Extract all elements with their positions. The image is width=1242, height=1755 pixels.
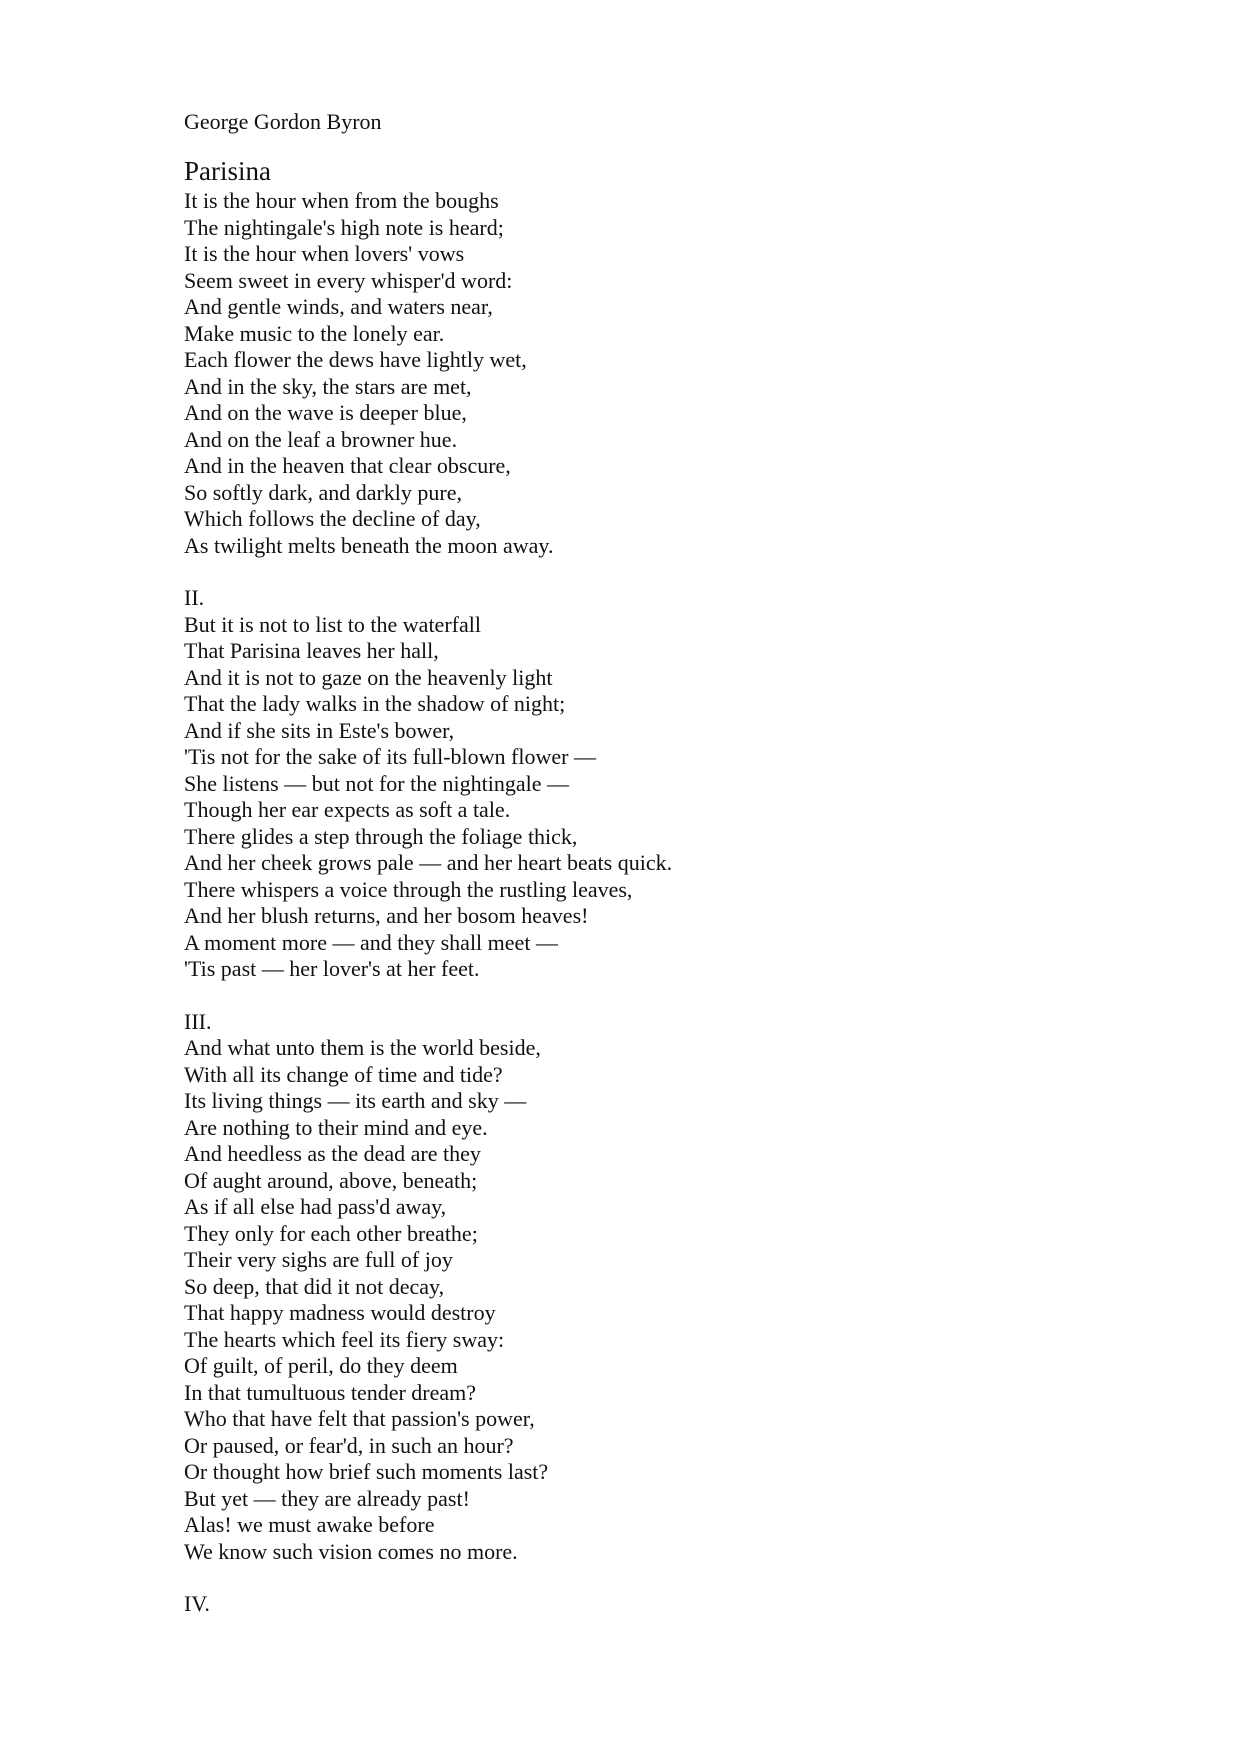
poem-line: The nightingale's high note is heard; bbox=[184, 214, 504, 240]
poem-line: So softly dark, and darkly pure, bbox=[184, 479, 462, 505]
poem-line: Its living things — its earth and sky — bbox=[184, 1088, 527, 1113]
poem-line: Who that have felt that passion's power, bbox=[184, 1406, 535, 1431]
poem-line: With all its change of time and tide? bbox=[184, 1061, 503, 1087]
stanza bbox=[184, 1591, 1184, 1618]
poem-line: As if all else had pass'd away, bbox=[184, 1194, 447, 1219]
poem-line: Seem sweet in every whisper'd word: bbox=[184, 267, 513, 293]
poem-line: And her cheek grows pale — and her heart beats quick. bbox=[184, 850, 673, 875]
poem-line: Of guilt, of peril, do they deem bbox=[184, 1353, 458, 1378]
poem-line: Alas! we must awake before bbox=[184, 1512, 435, 1537]
poem-line: In that tumultuous tender dream? bbox=[184, 1379, 477, 1405]
poem-line: And what unto them is the world beside, bbox=[184, 1035, 541, 1060]
poem-line: 'Tis not for the sake of its full-blown flower — bbox=[184, 744, 596, 769]
poem-line: There whispers a voice through the rustling leaves, bbox=[184, 876, 633, 902]
poem-line: It is the hour when from the boughs bbox=[184, 188, 499, 213]
stanza bbox=[184, 1009, 1184, 1566]
poem-line: There glides a step through the foliage thick, bbox=[184, 823, 578, 849]
poem-line: And on the wave is deeper blue, bbox=[184, 400, 467, 425]
stanza-number: II. bbox=[184, 585, 205, 610]
stanza bbox=[184, 585, 1184, 983]
poem-line: Are nothing to their mind and eye. bbox=[184, 1114, 488, 1140]
poem-line: Or thought how brief such moments last? bbox=[184, 1459, 549, 1484]
poem-body bbox=[184, 188, 1184, 1618]
poem-line: Which follows the decline of day, bbox=[184, 506, 481, 531]
poem-line: And on the leaf a browner hue. bbox=[184, 426, 458, 452]
stanza-number: IV. bbox=[184, 1591, 210, 1616]
poem-line: Each flower the dews have lightly wet, bbox=[184, 347, 527, 372]
document-page bbox=[184, 108, 1184, 1644]
poem-line: The hearts which feel its fiery sway: bbox=[184, 1326, 505, 1352]
poem-line: And gentle winds, and waters near, bbox=[184, 294, 493, 319]
poem-line: It is the hour when lovers' vows bbox=[184, 241, 465, 266]
stanza bbox=[184, 188, 1184, 559]
poem-line: Or paused, or fear'd, in such an hour? bbox=[184, 1432, 514, 1458]
stanza-number: III. bbox=[184, 1008, 212, 1034]
poem-line: And if she sits in Este's bower, bbox=[184, 717, 455, 743]
poem-line: That Parisina leaves her hall, bbox=[184, 638, 439, 663]
poem-line: She listens — but not for the nightingale — bbox=[184, 770, 569, 796]
poem-line: Though her ear expects as soft a tale. bbox=[184, 797, 511, 822]
author-name: George Gordon Byron bbox=[184, 109, 382, 134]
poem-line: And in the sky, the stars are met, bbox=[184, 373, 472, 399]
poem-line: Their very sighs are full of joy bbox=[184, 1247, 453, 1272]
poem-line: They only for each other breathe; bbox=[184, 1220, 478, 1246]
poem-line: That happy madness would destroy bbox=[184, 1300, 496, 1325]
poem-line: A moment more — and they shall meet — bbox=[184, 929, 558, 955]
poem-line: But it is not to list to the waterfall bbox=[184, 611, 481, 637]
poem-line: And heedless as the dead are they bbox=[184, 1141, 481, 1166]
poem-title: Parisina bbox=[184, 156, 271, 186]
poem-line: 'Tis past — her lover's at her feet. bbox=[184, 956, 480, 981]
poem-line: And her blush returns, and her bosom heaves! bbox=[184, 903, 589, 928]
poem-line: So deep, that did it not decay, bbox=[184, 1273, 445, 1299]
poem-line: That the lady walks in the shadow of night; bbox=[184, 691, 566, 716]
poem-line: Of aught around, above, beneath; bbox=[184, 1167, 478, 1193]
poem-line: As twilight melts beneath the moon away. bbox=[184, 532, 554, 558]
poem-line: Make music to the lonely ear. bbox=[184, 320, 445, 346]
poem-line: We know such vision comes no more. bbox=[184, 1538, 518, 1564]
poem-line: And it is not to gaze on the heavenly light bbox=[184, 664, 553, 690]
poem-line: And in the heaven that clear obscure, bbox=[184, 453, 511, 478]
poem-line: But yet — they are already past! bbox=[184, 1485, 470, 1511]
